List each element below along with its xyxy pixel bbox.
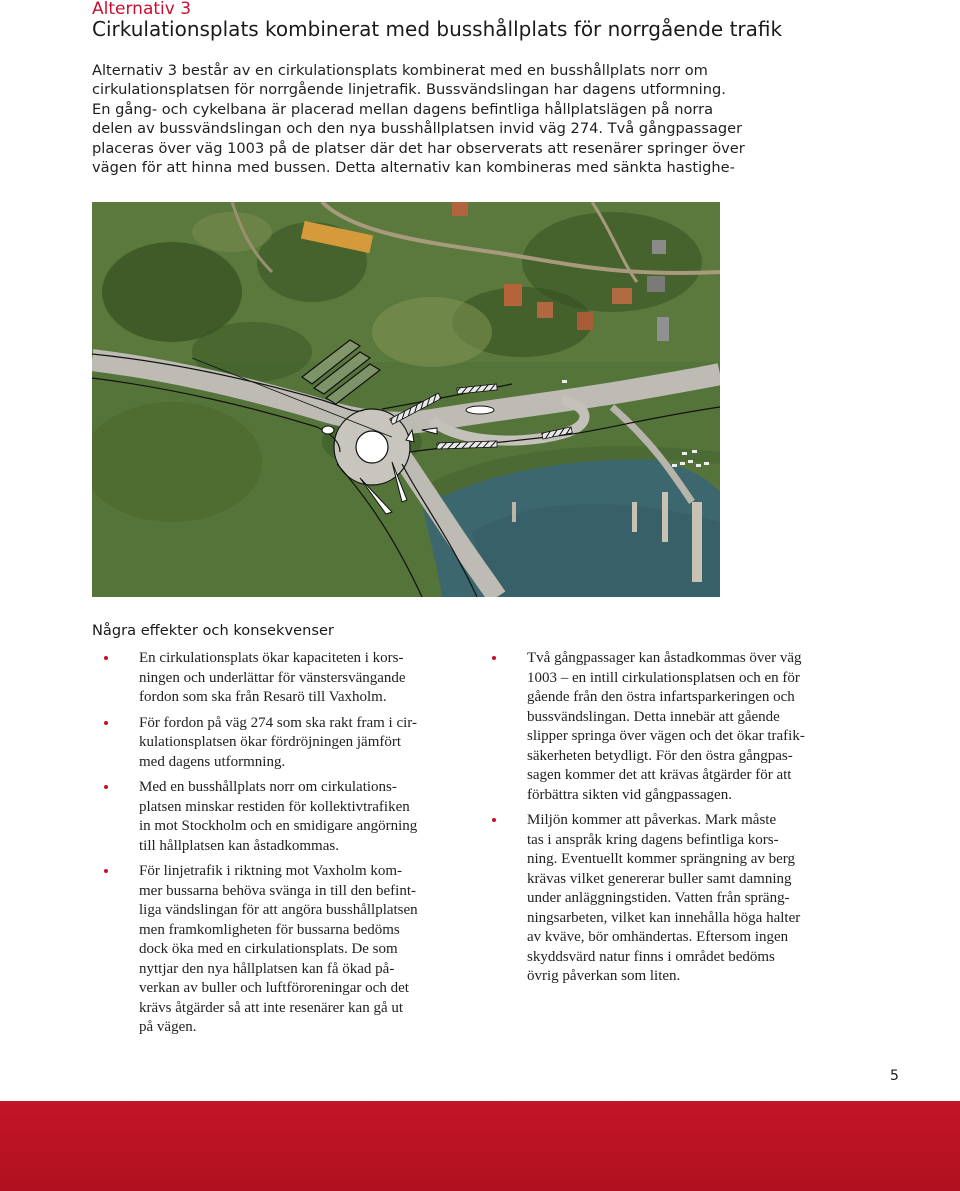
effect-line: sagen kommer det att krävas åtgärder för att xyxy=(527,767,792,783)
bullet-dot-icon xyxy=(104,656,108,660)
section-kicker: Alternativ 3 xyxy=(92,0,192,19)
effect-line: ningsarbeten, vilket kan innehålla höga halter xyxy=(527,909,801,926)
intro-line: delen av bussvändslingan och den nya busshållplatsen invid väg 274. Två gångpassager xyxy=(92,120,743,138)
bullet-dot-icon xyxy=(104,785,108,789)
intro-line: En gång- och cykelbana är placerad mellan dagens befintliga hållplatslägen på norra xyxy=(92,100,714,118)
effect-line: under anläggningstiden. Vatten från spräng- xyxy=(527,890,790,906)
effect-line: krävs åtgärder så att inte resenärer kan gå ut xyxy=(139,999,404,1016)
intro-line: vägen för att hinna med bussen. Detta alternativ kan kombineras med sänkta hastighe- xyxy=(92,159,735,177)
effect-line: platsen minskar restiden för kollektivtrafiken xyxy=(139,798,410,815)
effect-item xyxy=(104,714,434,773)
effect-item xyxy=(104,862,434,1038)
effect-line: För fordon på väg 274 som ska rakt fram i cir- xyxy=(139,714,417,731)
bullet-dot-icon xyxy=(492,656,496,660)
intro-line: cirkulationsplatsen för norrgående linjetrafik. Bussvändslingan har dagens utformning. xyxy=(92,81,726,99)
effect-line: En cirkulationsplats ökar kapaciteten i kors- xyxy=(139,650,404,666)
effect-line: Med en busshållplats norr om cirkulations- xyxy=(139,779,397,795)
effect-item xyxy=(104,778,434,856)
effect-item xyxy=(492,649,822,805)
effect-line: ning. Eventuellt kommer sprängning av berg xyxy=(527,851,796,867)
page-number: 5 xyxy=(890,1068,899,1084)
effect-line: på vägen. xyxy=(139,1019,197,1035)
effect-line: gående från den östra infartsparkeringen och xyxy=(527,689,795,705)
effect-line: bussvändslingan. Detta innebär att gående xyxy=(527,708,780,725)
effect-line: dock öka med en cirkulationsplats. De som xyxy=(139,941,398,957)
intro-line: Alternativ 3 består av en cirkulationsplats kombinerat med en busshållplats norr om xyxy=(92,62,708,79)
effect-item xyxy=(104,649,434,708)
effect-line: slipper springa över vägen och det ökar trafik- xyxy=(527,728,805,744)
bullet-dot-icon xyxy=(492,818,496,822)
effect-line: verkan av buller och luftföroreningar och det xyxy=(139,980,409,996)
effects-heading: Några effekter och konsekvenser xyxy=(92,622,334,639)
effect-line: nyttjar den nya hållplatsen kan få ökad på- xyxy=(139,960,395,977)
effect-line: För linjetrafik i riktning mot Vaxholm kom- xyxy=(139,863,403,879)
effect-line: av kväve, bör omhändertas. Eftersom ingen xyxy=(527,929,789,945)
effects-right-column xyxy=(492,649,822,993)
effect-line: skyddsvärd natur finns i området bedöms xyxy=(527,948,775,965)
page-title: Cirkulationsplats kombinerat med busshållplats för norrgående trafik xyxy=(92,17,783,41)
effect-line: kulationsplatsen ökar fördröjningen jämfört xyxy=(139,734,402,750)
effect-line: men framkomligheten för bussarna bedöms xyxy=(139,921,400,938)
effect-line: med dagens utformning. xyxy=(139,753,286,770)
effects-left-column xyxy=(104,649,434,1044)
effect-line: ningen och underlättar för vänstersvängande xyxy=(139,669,406,686)
effect-line: in mot Stockholm och en smidigare angörning xyxy=(139,818,418,834)
bullet-dot-icon xyxy=(104,869,108,873)
aerial-map xyxy=(92,202,720,597)
effect-line: säkerheten betydligt. För den östra gångpas- xyxy=(527,747,793,764)
effect-line: till hållplatsen kan åstadkommas. xyxy=(139,837,339,854)
effect-line: övrig påverkan som liten. xyxy=(527,968,681,984)
effect-line: Miljön kommer att påverkas. Mark måste xyxy=(527,812,777,828)
bullet-dot-icon xyxy=(104,721,108,725)
effect-line: 1003 – en intill cirkulationsplatsen och en för xyxy=(527,669,800,686)
effect-line: liga vändslingan för att angöra busshållplatsen xyxy=(139,902,418,918)
effect-line: mer bussarna behöva svänga in till den befint- xyxy=(139,882,417,899)
intro-line: placeras över väg 1003 på de platser där det har observerats att resenärer springer över xyxy=(92,139,745,157)
footer-band xyxy=(0,1101,960,1191)
intro-paragraph xyxy=(92,61,745,177)
effect-line: Två gångpassager kan åstadkommas över väg xyxy=(527,650,802,666)
effect-line: krävas vilket genererar buller samt damning xyxy=(527,870,792,887)
effect-item xyxy=(492,811,822,987)
effect-line: tas i anspråk kring dagens befintliga kors- xyxy=(527,831,779,848)
effect-line: fordon som ska från Resarö till Vaxholm. xyxy=(139,689,387,705)
aerial-map-illustration xyxy=(92,202,720,597)
effect-line: förbättra sikten vid gångpassagen. xyxy=(527,786,732,803)
